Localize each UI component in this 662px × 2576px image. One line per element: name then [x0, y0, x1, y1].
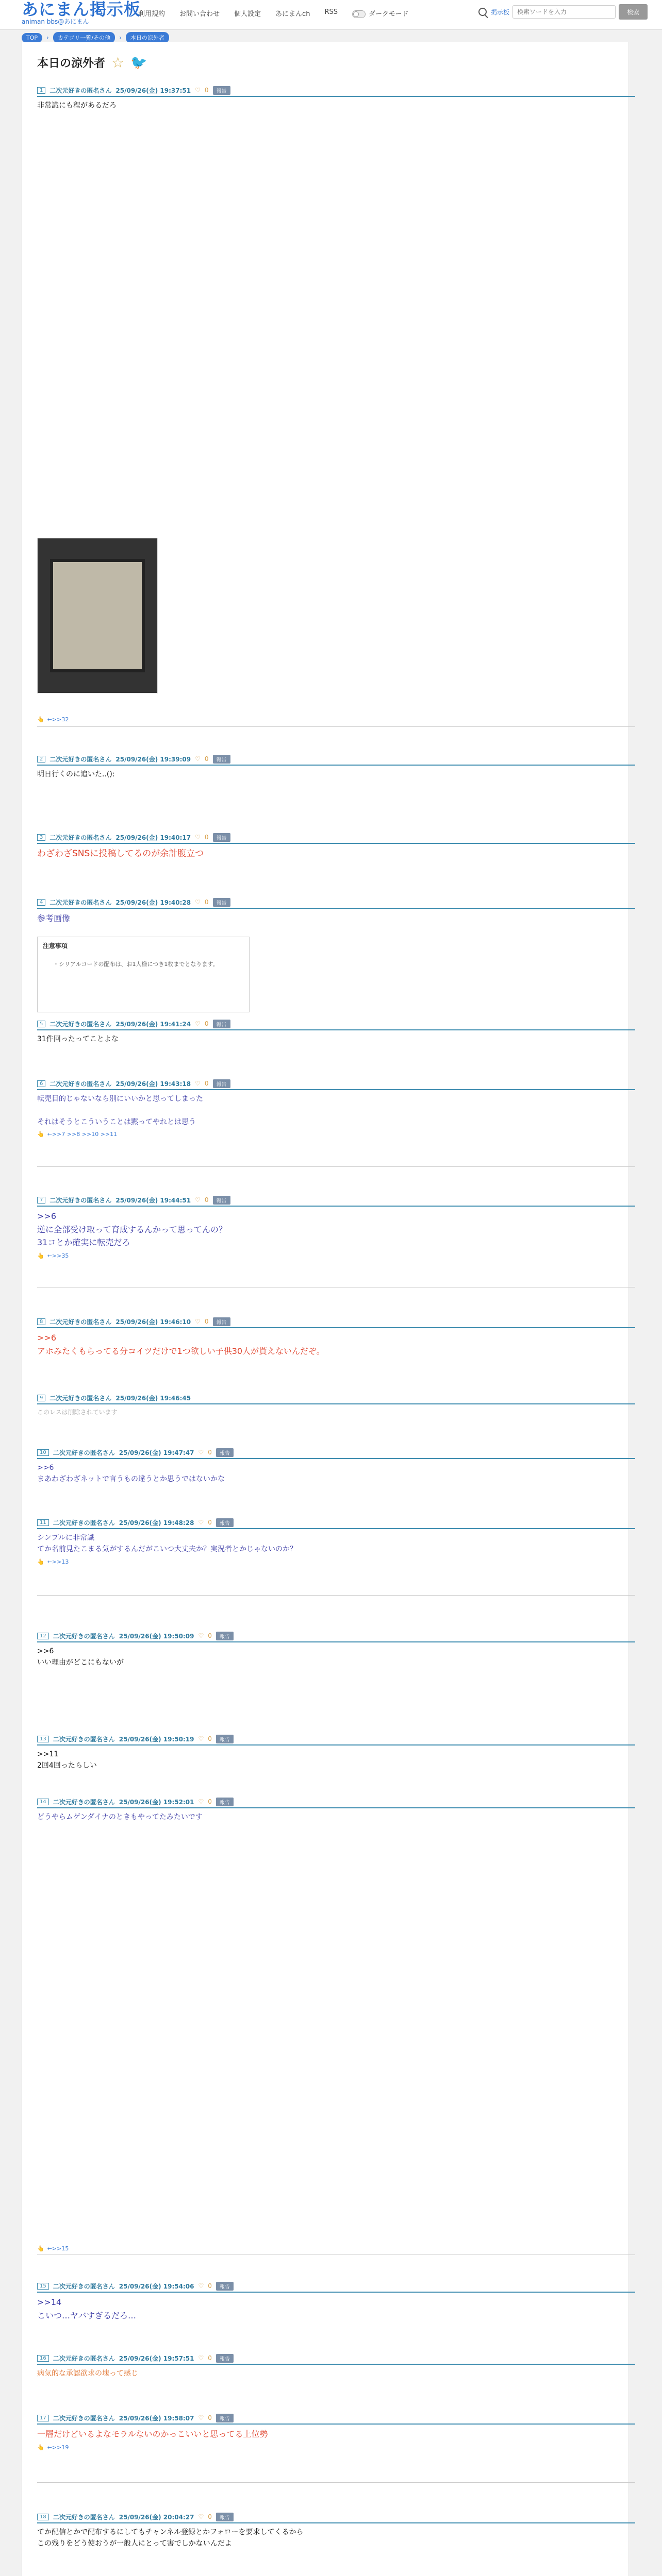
report-button[interactable]: 報告 [213, 1317, 230, 1326]
post-number[interactable]: 14 [37, 1799, 49, 1805]
post-date: 25/09/26(金) 19:41:24 [115, 1020, 191, 1028]
like-icon[interactable]: ♡ [195, 1020, 201, 1027]
post-author: 二次元好きの匿名さん [53, 2282, 115, 2290]
post-body: わざわざSNSに投稿してるのが余計腹立つ [37, 849, 204, 859]
post-number[interactable]: 18 [37, 2514, 49, 2520]
post-author: 二次元好きの匿名さん [53, 1449, 115, 1456]
post-date: 25/09/26(金) 19:57:51 [119, 2354, 194, 2362]
like-count: 0 [204, 1318, 209, 1325]
post-body: >>6 アホみたくもらってる分コイツだけで1つ欲しい子供30人が貰えないんだぞ。 [37, 1333, 325, 1356]
post-author: 二次元好きの匿名さん [49, 899, 112, 906]
reply-links[interactable]: 👆 ←>>19 [37, 2444, 69, 2451]
post-author: 二次元好きの匿名さん [49, 1394, 112, 1402]
post-author: 二次元好きの匿名さん [49, 1196, 112, 1204]
post-number[interactable]: 2 [37, 756, 45, 762]
post-body: てか配信とかで配布するにしてもチャンネル登録とかフォローを要求してくるから この残りをどう使おうが一般人にとって害でしかないんだよ [37, 2528, 304, 2548]
reply-hand-icon: 👆 [37, 2245, 44, 2252]
post-author: 二次元好きの匿名さん [53, 1632, 115, 1640]
post-header [37, 896, 635, 909]
post-number[interactable]: 13 [37, 1736, 49, 1742]
like-icon[interactable]: ♡ [195, 755, 201, 762]
report-button[interactable]: 報告 [213, 1020, 230, 1028]
post-date: 25/09/26(金) 19:46:10 [115, 1318, 191, 1326]
post-body: 参考画像 [37, 913, 71, 923]
nav-contact[interactable]: お問い合わせ [179, 10, 220, 18]
post-date: 25/09/26(金) 19:47:47 [119, 1449, 194, 1456]
like-icon[interactable]: ♡ [195, 87, 201, 94]
like-icon[interactable]: ♡ [195, 834, 201, 841]
like-icon[interactable]: ♡ [198, 1798, 204, 1805]
post-16 [37, 2352, 635, 2379]
post-body: >>6 まあわざわざネットで言うもの違うとか思うではないかな [37, 1464, 225, 1484]
post-1 [37, 84, 635, 111]
reply-links[interactable]: 👆 ←>>15 [37, 2245, 69, 2252]
search-scope-label[interactable]: 掲示板 [491, 8, 510, 16]
like-count: 0 [208, 1735, 212, 1742]
report-button[interactable]: 報告 [216, 1632, 234, 1640]
like-icon[interactable]: ♡ [198, 2513, 204, 2520]
post-date: 25/09/26(金) 19:50:09 [119, 1632, 194, 1640]
search-area [478, 4, 648, 20]
post-5 [37, 1018, 635, 1045]
post-number[interactable]: 17 [37, 2415, 49, 2421]
nav-terms[interactable]: 利用規約 [138, 10, 166, 18]
post-6 [37, 1078, 635, 1138]
breadcrumb-top[interactable]: TOP [22, 33, 42, 43]
post-date: 25/09/26(金) 19:40:17 [115, 834, 191, 841]
reference-image[interactable] [37, 937, 250, 1012]
notice-heading: 注意事項 [43, 942, 68, 950]
nav-personal-settings[interactable]: 個人設定 [234, 10, 261, 18]
top-nav [138, 8, 408, 18]
post-11 [37, 1517, 635, 1565]
nav-animanch[interactable]: あにまんch [275, 10, 310, 18]
report-button[interactable]: 報告 [216, 1518, 234, 1527]
report-button[interactable]: 報告 [216, 1448, 234, 1457]
post-header [37, 1316, 635, 1328]
thread-title-row [37, 55, 147, 71]
post-header [37, 1796, 635, 1808]
report-button[interactable]: 報告 [213, 1196, 230, 1205]
post-header [37, 1078, 635, 1090]
post-divider [37, 1166, 635, 1167]
twitter-icon[interactable]: 🐦 [130, 55, 147, 71]
like-count: 0 [208, 1632, 212, 1639]
like-icon[interactable]: ♡ [195, 1318, 201, 1325]
post-author: 二次元好きの匿名さん [53, 1735, 115, 1743]
like-count: 0 [204, 899, 209, 906]
post-number[interactable]: 9 [37, 1395, 45, 1401]
post-header [37, 1733, 635, 1745]
like-count: 0 [208, 2414, 212, 2421]
dark-mode-toggle[interactable]: ダークモード [352, 8, 408, 18]
post-author: 二次元好きの匿名さん [53, 2513, 115, 2521]
post-number[interactable]: 4 [37, 899, 45, 906]
report-button[interactable]: 報告 [216, 1735, 234, 1743]
post-author: 二次元好きの匿名さん [49, 755, 112, 763]
notice-text: ・シリアルコードの配布は、お1人様につき1枚までとなります。 [53, 961, 219, 968]
reply-hand-icon: 👆 [37, 1252, 44, 1259]
reply-hand-icon: 👆 [37, 1131, 44, 1138]
like-count: 0 [208, 1519, 212, 1526]
post-body: どうやらムゲンダイナのときもやってたみたいです [37, 1813, 203, 1821]
post-number[interactable]: 16 [37, 2355, 49, 2362]
post-number[interactable]: 1 [37, 87, 45, 94]
deleted-post-body: このレスは削除されています [37, 1409, 118, 1416]
post-date: 25/09/26(金) 19:48:28 [119, 1519, 194, 1527]
post-author: 二次元好きの匿名さん [53, 2414, 115, 2422]
like-count: 0 [204, 1020, 209, 1027]
post-number[interactable]: 10 [37, 1449, 49, 1456]
post-number[interactable]: 11 [37, 1519, 49, 1526]
post-date: 25/09/26(金) 19:40:28 [115, 899, 191, 906]
like-icon[interactable]: ♡ [198, 1632, 204, 1639]
post-body: 病気的な承認欲求の塊って感じ [37, 2369, 138, 2378]
post-body: 転売目的じゃないなら別にいいかと思ってしまった それはそうとこういうことは黙ってやれとは思う [37, 1095, 203, 1126]
like-count: 0 [208, 1798, 212, 1805]
post-divider [37, 1595, 635, 1596]
breadcrumb [22, 32, 169, 43]
post-number[interactable]: 5 [37, 1021, 45, 1027]
post-body: >>6 いい理由がどこにもないが [37, 1647, 124, 1667]
post-body: 非常識にも程があるだろ [37, 101, 117, 110]
post-author: 二次元好きの匿名さん [49, 87, 112, 94]
post-author: 二次元好きの匿名さん [49, 1080, 112, 1088]
post-body: 一層だけどいるよなモラルないのかっこいいと思ってる上位勢 [37, 2429, 268, 2439]
like-count: 0 [204, 1080, 209, 1087]
search-input[interactable] [512, 5, 616, 19]
post-header [37, 2412, 635, 2425]
post-body: >>11 2回4回ったらしい [37, 1750, 97, 1770]
post-3 [37, 832, 635, 861]
report-button[interactable]: 報告 [216, 1798, 234, 1806]
toggle-switch-icon[interactable] [352, 10, 366, 18]
like-icon[interactable]: ♡ [198, 1449, 204, 1456]
post-number[interactable]: 6 [37, 1080, 45, 1087]
post-header [37, 2511, 635, 2523]
like-count: 0 [208, 2513, 212, 2520]
post-author: 二次元好きの匿名さん [53, 2354, 115, 2362]
page-title: 本日の涼外者 [37, 57, 106, 70]
post-date: 25/09/26(金) 19:58:07 [119, 2414, 194, 2422]
post-date: 25/09/26(金) 19:39:09 [115, 755, 191, 763]
post-body: 31件回ったってことよな [37, 1035, 119, 1043]
breadcrumb-current[interactable]: 本日の涼外者 [126, 32, 169, 43]
post-header [37, 1194, 635, 1207]
report-button[interactable]: 報告 [213, 86, 230, 95]
search-icon [478, 8, 487, 16]
post-date: 25/09/26(金) 19:46:45 [115, 1394, 191, 1402]
top-bar [0, 0, 662, 30]
breadcrumb-category[interactable]: カテゴリ一覧/その他 [53, 32, 115, 43]
like-icon[interactable]: ♡ [195, 1080, 201, 1087]
post-13 [37, 1733, 635, 1772]
reply-links[interactable]: 👆 ←>>7 >>8 >>10 >>11 [37, 1131, 118, 1138]
like-count: 0 [204, 755, 209, 762]
post-number[interactable]: 3 [37, 834, 45, 841]
post-header [37, 1447, 635, 1459]
report-button[interactable]: 報告 [216, 2354, 234, 2363]
report-button[interactable]: 報告 [213, 898, 230, 907]
post-date: 25/09/26(金) 19:54:06 [119, 2282, 194, 2290]
search-button[interactable]: 検索 [619, 4, 648, 20]
post-10 [37, 1447, 635, 1485]
nav-rss[interactable]: RSS [324, 8, 338, 16]
post-header [37, 2280, 635, 2293]
report-button[interactable]: 報告 [216, 2282, 234, 2291]
star-icon[interactable]: ☆ [111, 54, 125, 71]
report-button[interactable]: 報告 [213, 833, 230, 842]
post-header [37, 1392, 635, 1404]
report-button[interactable]: 報告 [216, 2414, 234, 2422]
like-count: 0 [208, 1449, 212, 1456]
post-author: 二次元好きの匿名さん [49, 834, 112, 841]
post-15 [37, 2280, 635, 2322]
post-author: 二次元好きの匿名さん [53, 1798, 115, 1806]
post-17 [37, 2412, 635, 2451]
post-number[interactable]: 12 [37, 1633, 49, 1639]
post-body: 明日行くのに追いた..(): [37, 770, 115, 778]
reply-links[interactable]: 👆 ←>>35 [37, 1252, 69, 1259]
like-count: 0 [204, 87, 209, 94]
post-image[interactable] [37, 538, 158, 693]
post-18 [37, 2511, 635, 2550]
reply-hand-icon: 👆 [37, 2444, 44, 2451]
post-4 [37, 896, 635, 925]
post-header [37, 832, 635, 844]
like-count: 0 [208, 2354, 212, 2362]
breadcrumb-separator: › [46, 34, 49, 41]
post-divider [37, 726, 635, 727]
post-body: >>14 こいつ…ヤバすぎるだろ… [37, 2297, 137, 2320]
reply-links[interactable]: 👆 ←>>13 [37, 1558, 69, 1565]
post-header [37, 1630, 635, 1642]
main-content [22, 42, 629, 2576]
post-14 [37, 1796, 635, 1823]
post-date: 25/09/26(金) 19:50:19 [119, 1735, 194, 1743]
reply-hand-icon: 👆 [37, 1558, 44, 1565]
post-7 [37, 1194, 635, 1259]
like-icon[interactable]: ♡ [198, 2414, 204, 2421]
post-number[interactable]: 15 [37, 2283, 49, 2290]
post-author: 二次元好きの匿名さん [49, 1020, 112, 1028]
post-number[interactable]: 7 [37, 1197, 45, 1204]
post-header [37, 1517, 635, 1529]
reply-links[interactable]: 👆 ←>>32 [37, 716, 69, 723]
post-body: シンプルに非常識 てか名前見たこまる気がするんだがこいつ大丈夫か？実況者とかじゃないのか？ [37, 1534, 297, 1554]
like-count: 0 [204, 834, 209, 841]
like-icon[interactable]: ♡ [198, 2282, 204, 2290]
like-count: 0 [204, 1196, 209, 1204]
post-header [37, 753, 635, 766]
report-button[interactable]: 報告 [213, 1079, 230, 1088]
site-logo[interactable]: あにまん掲示板 animan bbs@あにまん [22, 0, 141, 25]
post-date: 25/09/26(金) 19:43:18 [115, 1080, 191, 1088]
post-date: 25/09/26(金) 20:04:27 [119, 2513, 194, 2521]
post-8 [37, 1316, 635, 1358]
breadcrumb-separator: › [119, 34, 122, 41]
like-icon[interactable]: ♡ [195, 1196, 201, 1204]
post-author: 二次元好きの匿名さん [49, 1318, 112, 1326]
image-content [50, 559, 145, 672]
post-date: 25/09/26(金) 19:44:51 [115, 1196, 191, 1204]
post-header [37, 1018, 635, 1030]
reply-hand-icon: 👆 [37, 716, 44, 723]
report-button[interactable]: 報告 [213, 755, 230, 764]
post-header [37, 2352, 635, 2365]
post-author: 二次元好きの匿名さん [53, 1519, 115, 1527]
post-number[interactable]: 8 [37, 1318, 45, 1325]
like-icon[interactable]: ♡ [198, 2354, 204, 2362]
post-12 [37, 1630, 635, 1669]
like-icon[interactable]: ♡ [195, 899, 201, 906]
like-icon[interactable]: ♡ [198, 1519, 204, 1526]
post-9 [37, 1392, 635, 1417]
post-date: 25/09/26(金) 19:52:01 [119, 1798, 194, 1806]
post-body: >>6 逆に全部受け取って育成するんかって思ってんの？ 31コとか確実に転売だろ [37, 1211, 227, 1248]
report-button[interactable]: 報告 [216, 2513, 234, 2521]
post-header [37, 84, 635, 97]
like-count: 0 [208, 2282, 212, 2290]
post-date: 25/09/26(金) 19:37:51 [115, 87, 191, 94]
like-icon[interactable]: ♡ [198, 1735, 204, 1742]
post-2 [37, 753, 635, 780]
post-divider [37, 2482, 635, 2483]
